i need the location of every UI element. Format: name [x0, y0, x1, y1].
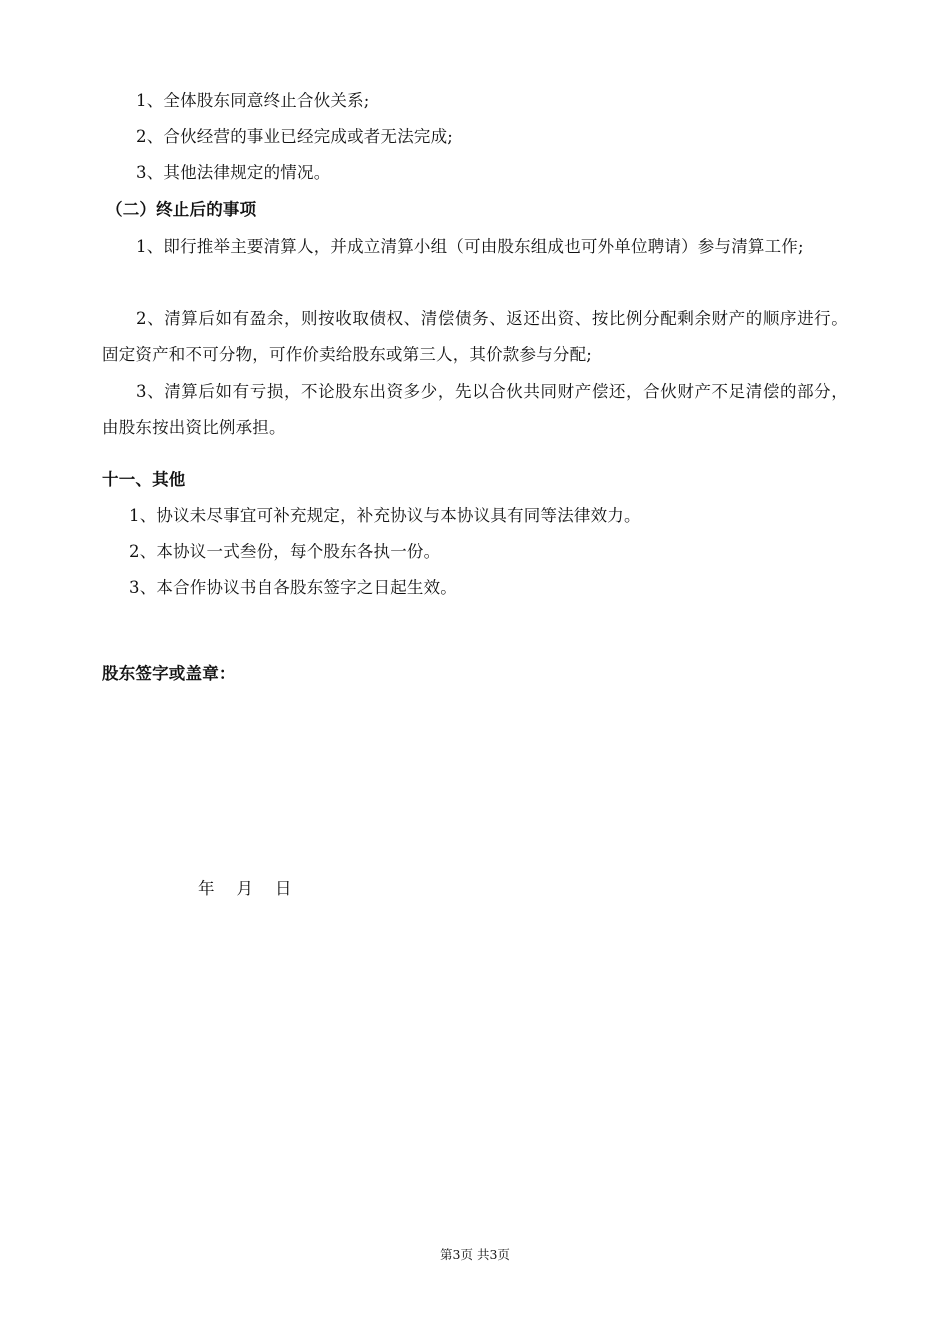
- section-11-heading: 十一、其他: [102, 470, 186, 489]
- termination-item-3: 3、其他法律规定的情况。: [136, 163, 331, 182]
- section-11-item-3: 3、本合作协议书自各股东签字之日起生效。: [129, 578, 457, 597]
- termination-item-2: 2、合伙经营的事业已经完成或者无法完成;: [136, 127, 454, 146]
- after-termination-item-2: 2、清算后如有盈余，则按收取债权、清偿债务、返还出资、按比例分配剩余财产的顺序进行。固定资产和不可分物，可作价卖给股东或第三人，其价款参与分配;: [102, 309, 848, 364]
- section-11-item-1: 1、协议未尽事宜可补充规定，补充协议与本协议具有同等法律效力。: [129, 506, 641, 525]
- after-termination-item-1: 1、即行推举主要清算人，并成立清算小组（可由股东组成也可外单位聘请）参与清算工作;: [136, 237, 804, 256]
- signature-label: 股东签字或盖章：: [102, 664, 236, 683]
- after-termination-item-3: 3、清算后如有亏损，不论股东出资多少，先以合伙共同财产偿还，合伙财产不足清偿的部分，由股东按出资比例承担。: [102, 382, 848, 437]
- signature-date-line: 年 月 日: [198, 879, 292, 898]
- termination-item-1: 1、全体股东同意终止合伙关系;: [136, 91, 370, 110]
- section-11-item-2: 2、本协议一式叁份，每个股东各执一份。: [129, 542, 441, 561]
- after-termination-heading: （二）终止后的事项: [106, 200, 257, 219]
- page-footer: 第3页 共3页: [440, 1247, 510, 1262]
